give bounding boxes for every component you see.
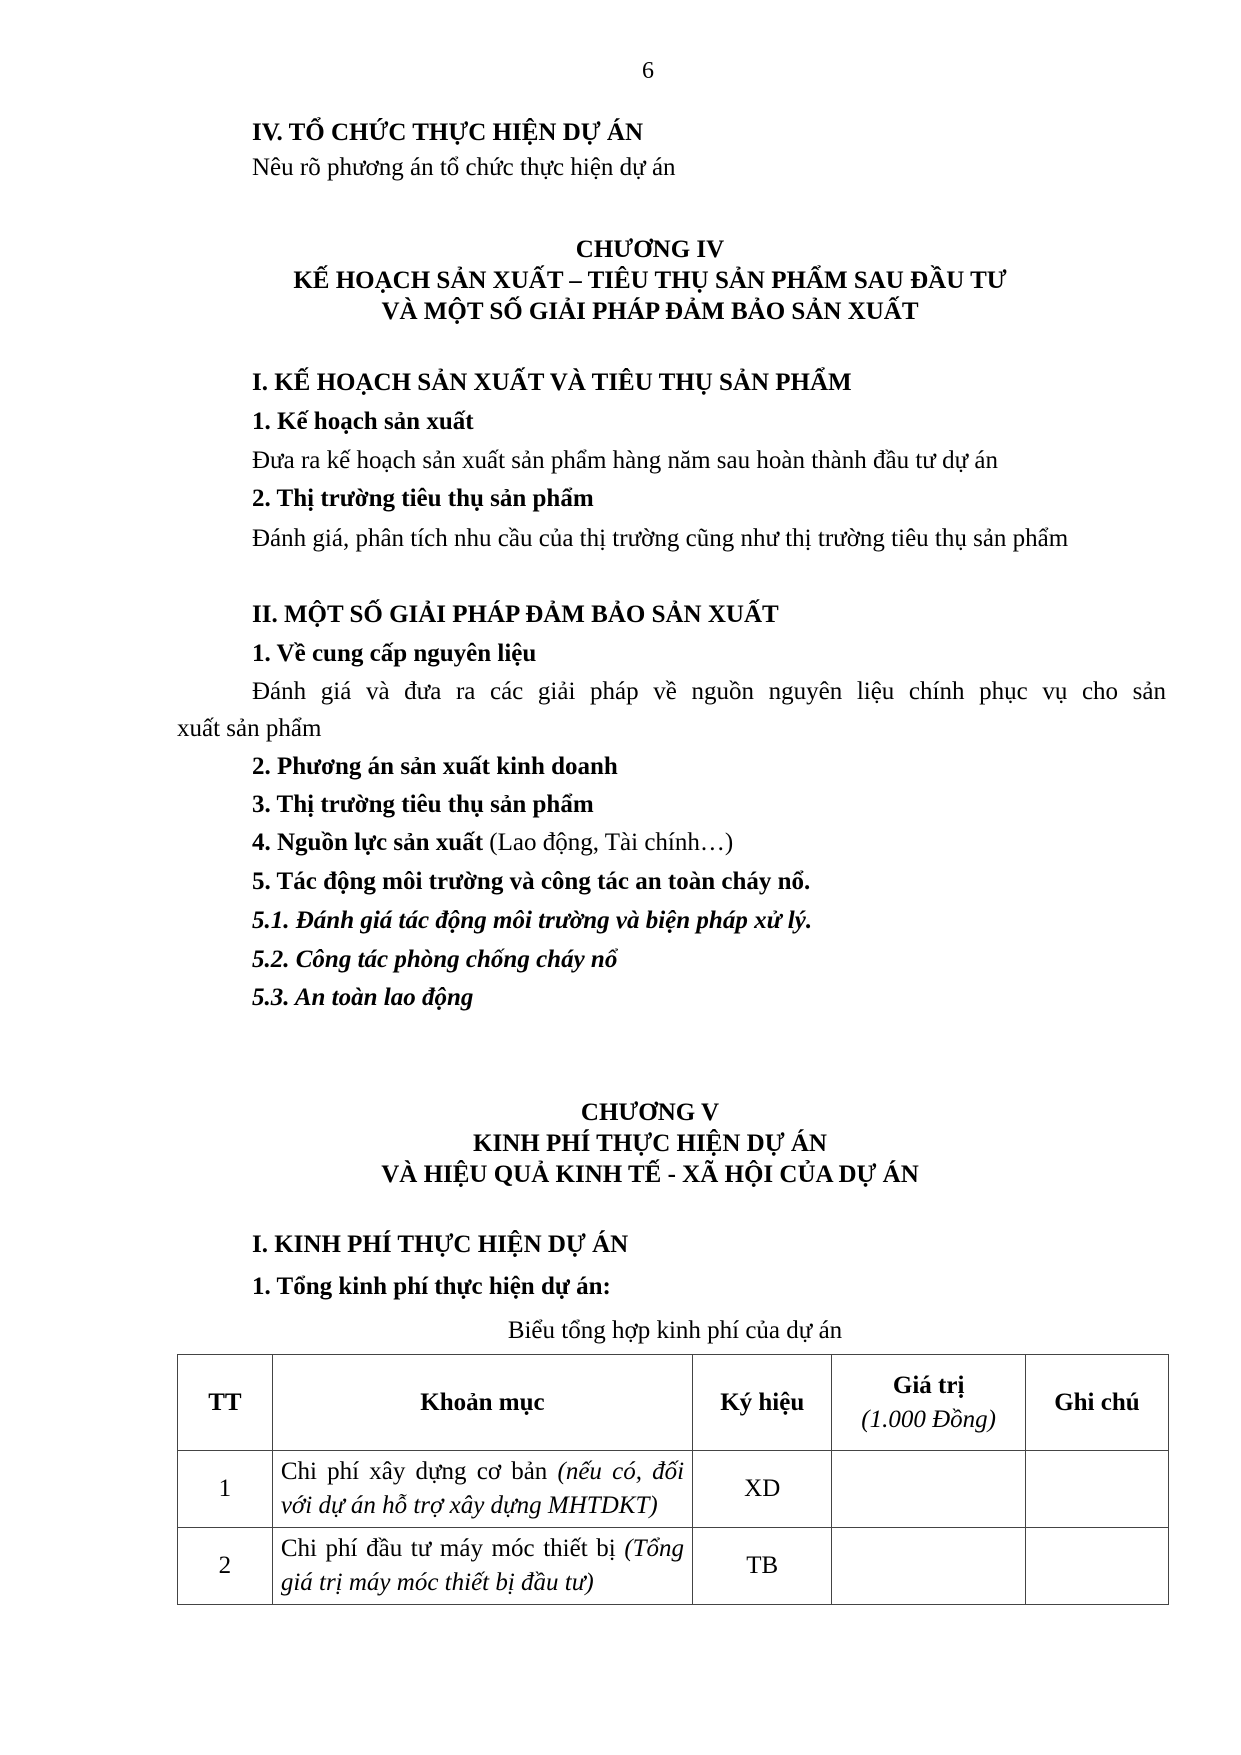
header-value-label: Giá trị bbox=[892, 1371, 965, 1399]
chapter-iv-part2-item4 bbox=[252, 828, 733, 858]
table-row bbox=[178, 1451, 1169, 1528]
row-tt: 2 bbox=[178, 1528, 273, 1605]
chapter-iv-part1-item2-text: Đánh giá, phân tích nhu cầu của thị trường cũng như thị trường tiêu thụ sản phẩm bbox=[252, 525, 1069, 552]
chapter-iv-part2-item5-title: 5. Tác động môi trường và công tác an toàn cháy nổ. bbox=[252, 868, 811, 895]
chapter-iv-part1-heading: I. KẾ HOẠCH SẢN XUẤT VÀ TIÊU THỤ SẢN PHẨM bbox=[252, 369, 852, 396]
chapter-v-part1-item1-title: 1. Tổng kinh phí thực hiện dự án: bbox=[252, 1273, 611, 1300]
chapter-v-title-line2: VÀ HIỆU QUẢ KINH TẾ - XÃ HỘI CỦA DỰ ÁN bbox=[381, 1161, 919, 1188]
chapter-iv-part1-item1-title: 1. Kế hoạch sản xuất bbox=[252, 408, 474, 435]
row-item-note: (nếu có, đối với dự án hỗ trợ xây dựng MHTDKT) bbox=[280, 1458, 685, 1519]
chapter-iv-part2-heading: II. MỘT SỐ GIẢI PHÁP ĐẢM BẢO SẢN XUẤT bbox=[252, 601, 779, 628]
chapter-iv-part2-item3-title: 3. Thị trường tiêu thụ sản phẩm bbox=[252, 791, 594, 818]
chapter-iv-part1-item1-text: Đưa ra kế hoạch sản xuất sản phẩm hàng năm sau hoàn thành đầu tư dự án bbox=[252, 447, 998, 474]
row-symbol: TB bbox=[693, 1528, 832, 1605]
chapter-iv-part2-item1-text-line2: xuất sản phẩm bbox=[177, 715, 322, 742]
row-symbol: XD bbox=[693, 1451, 832, 1528]
row-note bbox=[1025, 1528, 1168, 1605]
budget-summary-table bbox=[177, 1354, 1169, 1605]
header-value bbox=[832, 1355, 1025, 1451]
chapter-iv-part2-item1-text-line1: Đánh giá và đưa ra các giải pháp về nguồn nguyên liệu chính phục vụ cho sản bbox=[252, 678, 1166, 705]
header-symbol: Ký hiệu bbox=[693, 1355, 832, 1451]
chapter-iv-label: CHƯƠNG IV bbox=[575, 236, 725, 263]
chapter-iv-part2-item5-2: 5.2. Công tác phòng chống cháy nổ bbox=[252, 946, 618, 973]
row-value bbox=[832, 1451, 1025, 1528]
section-iv-heading: IV. TỔ CHỨC THỰC HIỆN DỰ ÁN bbox=[252, 119, 644, 146]
table-caption: Biểu tổng hợp kinh phí của dự án bbox=[507, 1317, 843, 1344]
chapter-iv-title-line1: KẾ HOẠCH SẢN XUẤT – TIÊU THỤ SẢN PHẨM SAU ĐẦU TƯ bbox=[293, 267, 1007, 294]
table-header-row bbox=[178, 1355, 1169, 1451]
chapter-iv-part1-item2-title: 2. Thị trường tiêu thụ sản phẩm bbox=[252, 485, 594, 512]
row-value bbox=[832, 1528, 1025, 1605]
chapter-v-part1-heading: I. KINH PHÍ THỰC HIỆN DỰ ÁN bbox=[252, 1231, 629, 1258]
header-tt: TT bbox=[178, 1355, 273, 1451]
chapter-iv-part2-item5-3: 5.3. An toàn lao động bbox=[252, 984, 474, 1011]
item4-note: (Lao động, Tài chính…) bbox=[483, 829, 734, 856]
page-number: 6 bbox=[642, 58, 654, 84]
section-iv-text: Nêu rõ phương án tổ chức thực hiện dự án bbox=[252, 154, 676, 181]
table-row bbox=[178, 1528, 1169, 1605]
chapter-v-title-line1: KINH PHÍ THỰC HIỆN DỰ ÁN bbox=[473, 1130, 827, 1157]
header-value-unit: (1.000 Đồng) bbox=[861, 1405, 996, 1433]
chapter-iv-title-line2: VÀ MỘT SỐ GIẢI PHÁP ĐẢM BẢO SẢN XUẤT bbox=[381, 298, 919, 325]
row-item-note: (Tổng giá trị máy móc thiết bị đầu tư) bbox=[280, 1535, 685, 1596]
row-tt: 1 bbox=[178, 1451, 273, 1528]
chapter-iv-part2-item5-1: 5.1. Đánh giá tác động môi trường và biện pháp xử lý. bbox=[252, 907, 813, 934]
header-item: Khoản mục bbox=[272, 1355, 692, 1451]
header-note: Ghi chú bbox=[1025, 1355, 1168, 1451]
row-item-label: Chi phí xây dựng cơ bản bbox=[280, 1458, 548, 1485]
row-item bbox=[272, 1451, 692, 1528]
item4-title: 4. Nguồn lực sản xuất bbox=[252, 829, 484, 856]
row-item bbox=[272, 1528, 692, 1605]
chapter-iv-part2-item2-title: 2. Phương án sản xuất kinh doanh bbox=[252, 753, 618, 780]
row-note bbox=[1025, 1451, 1168, 1528]
chapter-iv-part2-item1-title: 1. Về cung cấp nguyên liệu bbox=[252, 640, 537, 667]
row-item-label: Chi phí đầu tư máy móc thiết bị bbox=[280, 1535, 616, 1562]
chapter-v-label: CHƯƠNG V bbox=[580, 1099, 720, 1126]
